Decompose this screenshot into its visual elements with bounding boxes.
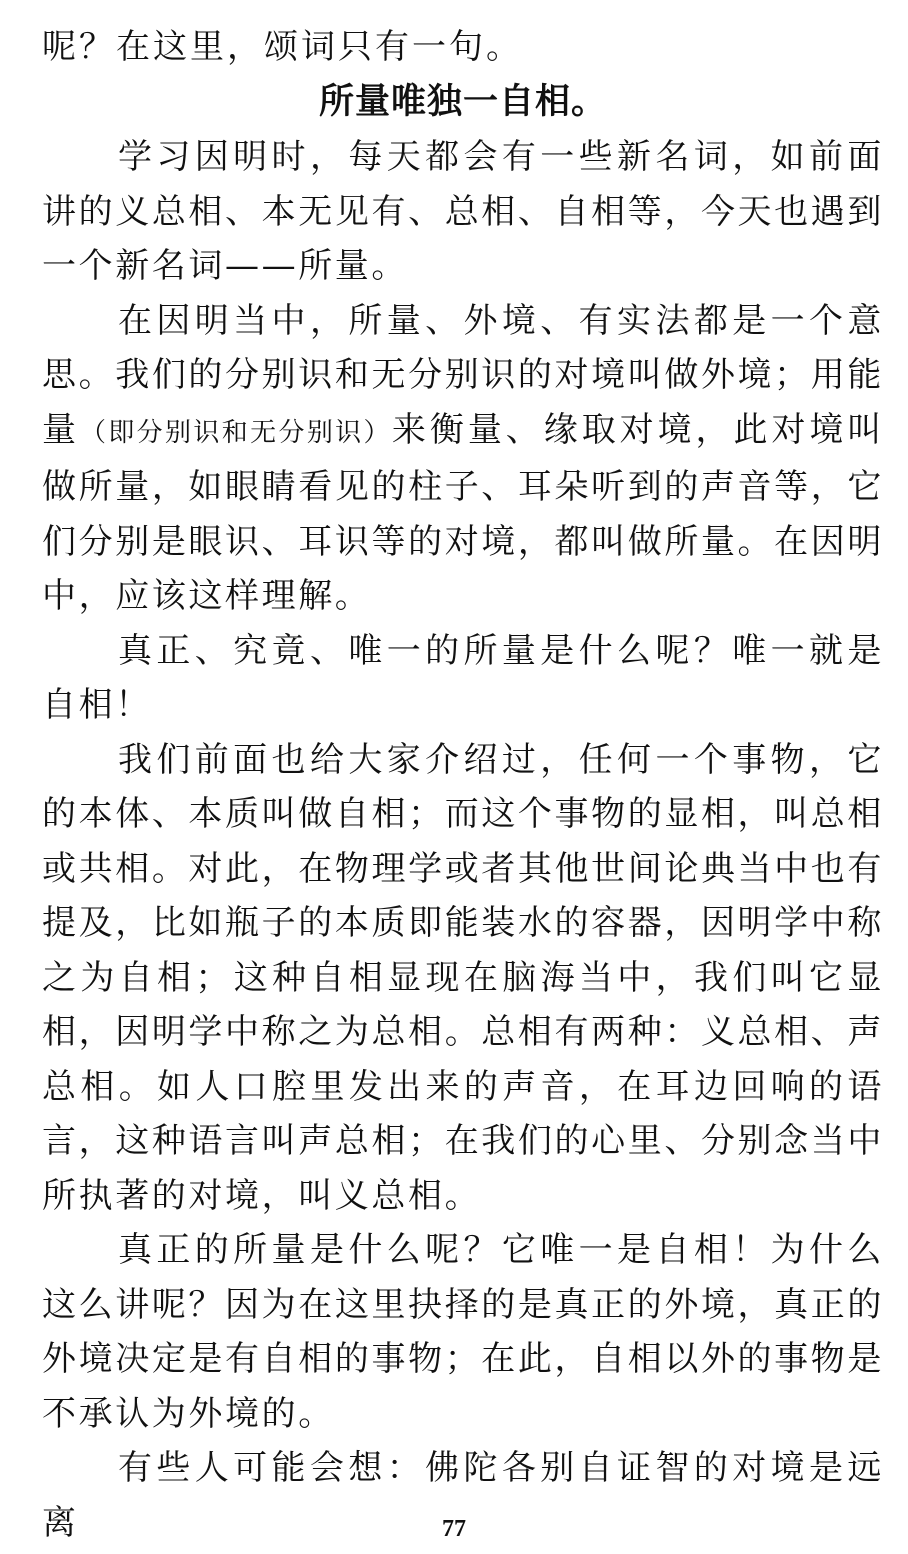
continuation-end: 。 — [486, 27, 523, 67]
paragraph-1: 学习因明时，每天都会有一些新名词，如前面讲的义总相、本无见有、总相、自相等，今天也遇到一个新名词——所量。 — [42, 137, 884, 286]
paragraph-2-part-2: 来衡量、缘取对境，此对境叫做所量，如眼睛看见的柱子、耳朵听到的声音等，它们分别是眼识、耳识等的对境，都叫做所量。在因明中，应该这样理解。 — [42, 409, 884, 616]
paragraph-2-note: （即分别识和无分别识） — [79, 417, 392, 448]
continuation-text: 呢？在这里，颂词只有一句 — [42, 27, 486, 67]
paragraph-2 — [42, 294, 884, 624]
verse-heading: 所量唯独一自相。 — [318, 82, 607, 122]
paragraph-6: 有些人可能会想：佛陀各别自证智的对境是远离 — [42, 1448, 884, 1543]
continuation-line — [42, 20, 884, 74]
page-number: 77 — [442, 1516, 466, 1542]
paragraph-3: 真正、究竟、唯一的所量是什么呢？唯一就是自相！ — [42, 630, 884, 725]
paragraph-4: 我们前面也给大家介绍过，任何一个事物，它的本体、本质叫做自相；而这个事物的显相，叫总相或共相。对此，在物理学或者其他世间论典当中也有提及，比如瓶子的本质即能装水的容器，因明学中称之为自相；这种自相显现在脑海当中，我们叫它显相，因明学中称之为总相。总相有两种：义总相、声总相。如人口腔里发出来的声音，在耳边回响的语言，这种语言叫声总相；在我们的心里、分别念当中所执著的对境，叫义总相。 — [42, 739, 884, 1216]
paragraph-5: 真正的所量是什么呢？它唯一是自相！为什么这么讲呢？因为在这里抉择的是真正的外境，真正的外境决定是有自相的事物；在此，自相以外的事物是不承认为外境的。 — [42, 1230, 884, 1434]
paragraph-2-part-1: 在因明当中，所量、外境、有实法都是一个意思。我们的分别识和无分别识的对境叫做外境；用能量 — [42, 300, 884, 450]
page-body — [42, 20, 884, 1550]
